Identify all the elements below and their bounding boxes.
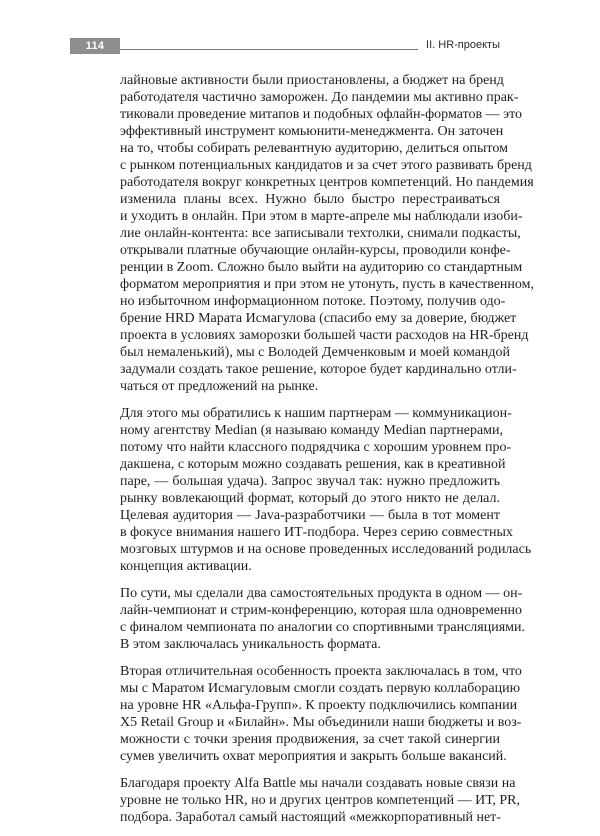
- page-number: 114: [70, 38, 120, 54]
- section-title: II. HR-проекты: [418, 38, 500, 52]
- text-line: В этом заключалась уникальность формата.: [120, 637, 381, 652]
- text-line: на уровне HR «Альфа-Групп». К проекту подключились компании: [120, 698, 518, 713]
- text-line: Для этого мы обратились к нашим партнерам — коммуникацион-: [120, 406, 512, 421]
- text-line: эффективный инструмент комьюнити-менеджмента. Он заточен: [120, 124, 504, 139]
- text-line: подбора. Заработал самый настоящий «межкорпоративный нет-: [120, 810, 501, 825]
- text-line: сумев увеличить охват мероприятия и закрыть больше вакансий.: [120, 749, 507, 764]
- text-line: форматом мероприятия и при этом не утонуть, пусть в качественном,: [120, 277, 535, 292]
- body-text: [120, 72, 535, 836]
- text-line: По сути, мы сделали два самостоятельных продукта в одном — он-: [120, 586, 523, 601]
- text-line: потому что найти классного подрядчика с хорошим уровнем про-: [120, 440, 512, 455]
- text-line: лайн-чемпионат и стрим-конференцию, которая шла одновременно: [120, 603, 523, 618]
- text-line: ренции в Zoom. Сложно было выйти на аудиторию со стандартным: [120, 260, 523, 275]
- paragraph: [120, 405, 532, 575]
- text-line: проекта в условиях заморозки большей части расходов на HR-бренд: [120, 328, 529, 343]
- text-line: открывали платные обучающие онлайн-курсы, проводили конфе-: [120, 243, 511, 258]
- text-line: можности с точки зрения продвижения, за счет такой синергии: [120, 732, 500, 747]
- paragraph: [120, 585, 525, 653]
- text-line: работодателя вокруг конкретных центров компетенций. Но пандемия: [120, 175, 534, 190]
- text-line: мы с Маратом Исмагуловым смогли создать первую коллаборацию: [120, 681, 521, 696]
- text-line: на то, чтобы собирать релевантную аудиторию, делиться опытом: [120, 141, 508, 156]
- paragraph: [120, 72, 535, 395]
- text-line: изменила планы всех. Нужно было быстро перестраиваться: [120, 192, 500, 207]
- text-line: уровне не только HR, но и других центров компетенций — ИТ, PR,: [120, 793, 521, 808]
- text-line: был немаленький), мы с Володей Демченковым и моей командой: [120, 345, 511, 360]
- text-line: концепция активации.: [120, 559, 252, 574]
- text-line: рынку вовлекающий формат, который до этого никто не делал.: [120, 491, 500, 506]
- text-line: и уходить в онлайн. При этом в марте-апреле мы наблюдали изоби-: [120, 209, 523, 224]
- text-line: ному агентству Median (я называю команду Median партнерами,: [120, 423, 504, 438]
- text-line: тиковали проведение митапов и подобных офлайн-форматов — это: [120, 107, 523, 122]
- text-line: чаться от предложений на рынке.: [120, 379, 319, 394]
- text-line: но избыточном информационном потоке. Поэтому, получив одо-: [120, 294, 506, 309]
- text-line: работодателя частично заморожен. До пандемии мы активно прак-: [120, 90, 519, 105]
- text-line: дакшена, с которым можно создавать решения, как в креативной: [120, 457, 506, 472]
- running-header: [70, 38, 500, 54]
- text-line: Целевая аудитория — Java-разработчики — была в тот момент: [120, 508, 500, 523]
- text-line: в фокусе внимания нашего ИТ-подбора. Через серию совместных: [120, 525, 513, 540]
- text-line: с финалом чемпионата по аналогии со спортивными трансляциями.: [120, 620, 525, 635]
- text-line: лайновые активности были приостановлены, а бюджет на бренд: [120, 73, 504, 88]
- text-line: с рынком потенциальных кандидатов и за счет этого развивать бренд: [120, 158, 532, 173]
- text-line: задумали создать такое решение, которое будет кардинально отли-: [120, 362, 517, 377]
- text-line: брение HRD Марата Исмагулова (спасибо ему за доверие, бюджет: [120, 311, 517, 326]
- text-line: паре, — большая удача). Запрос звучал так: нужно предложить: [120, 474, 500, 489]
- paragraph: [120, 775, 521, 826]
- text-line: X5 Retail Group и «Билайн». Мы объединили наши бюджеты и воз-: [120, 715, 522, 730]
- text-line: Благодаря проекту Alfa Battle мы начали создавать новые связи на: [120, 776, 516, 791]
- text-line: Вторая отличительная особенность проекта заключалась в том, что: [120, 664, 522, 679]
- text-line: мозговых штурмов и на основе проведенных исследований родилась: [120, 542, 532, 557]
- text-line: лие онлайн-контента: все записывали техтолки, снимали подкасты,: [120, 226, 521, 241]
